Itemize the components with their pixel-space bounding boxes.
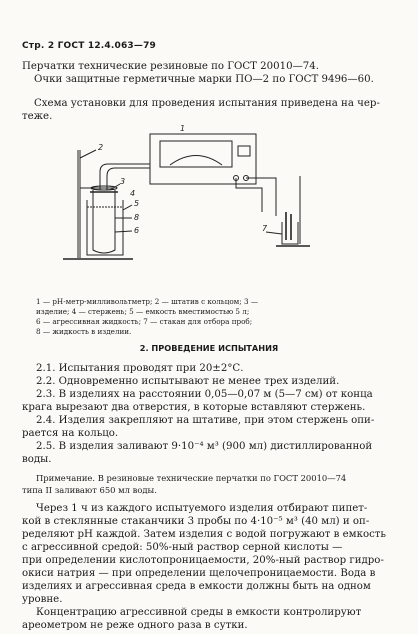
pointer-2 (80, 150, 96, 158)
para-2-2: 2.2. Одновременно испытывают не менее трех изделий. (36, 376, 340, 387)
para-after-7: изделиях и агрессивная среда в емкости должны быть на одном (22, 581, 371, 592)
meter-scale-arc (170, 156, 222, 166)
fig-label-2: 2 (98, 143, 104, 152)
intro-line-3: Схема установки для проведения испытания приведена на чер- (34, 98, 380, 109)
pointer-5 (123, 205, 132, 210)
pointer-6 (115, 231, 132, 232)
para-after-8: уровне. (22, 594, 63, 605)
para-after-4: с агрессивной средой: 50%-ный раствор серной кислоты — (22, 542, 343, 553)
caption-line-1: 1 — рН-метр-милливольтметр; 2 — штатив с кольцом; 3 — (36, 297, 259, 306)
para-2-3: 2.3. В изделиях на расстоянии 0,05—0,07 м (5—7 см) от конца (36, 389, 373, 400)
para-2-1: 2.1. Испытания проводят при 20±2°С. (36, 363, 244, 374)
para-after-9: Концентрацию агрессивной среды в емкости контролируют (36, 607, 362, 618)
caption-line-3: 6 — агрессивная жидкость; 7 — стакан для отбора проб; (36, 317, 253, 326)
fig-label-4: 4 (130, 189, 136, 198)
para-after-3: ределяют рН каждой. Затем изделия с водой погружают в емкость (22, 529, 386, 540)
fig-label-3: 3 (120, 177, 126, 186)
fig-label-8: 8 (134, 213, 140, 222)
intro-line-1: Перчатки технические резиновые по ГОСТ 20010—74. (22, 61, 319, 72)
intro-line-2: Очки защитные герметичные марки ПО—2 по ГОСТ 9496—60. (34, 74, 374, 85)
section-title: 2. ПРОВЕДЕНИЕ ИСПЫТАНИЯ (139, 343, 279, 353)
caption-line-4: 8 — жидкость в изделии. (36, 327, 132, 336)
item-glove (93, 190, 115, 253)
caption-line-2: изделие; 4 — стержень; 5 — емкость вместимостью 5 л; (36, 307, 250, 316)
fig-label-6: 6 (134, 226, 140, 235)
para-2-5: 2.5. В изделия заливают 9·10⁻⁴ м³ (900 мл) дистиллированной (36, 441, 373, 452)
fig-label-5: 5 (134, 199, 140, 208)
pointer-7 (266, 232, 282, 234)
fig-label-1: 1 (180, 124, 186, 133)
para-2-5-cont: воды. (22, 454, 52, 465)
para-after-10: ареометром не реже одного раза в сутки. (22, 620, 248, 631)
para-after-5: при определении кислотопроницаемости, 20%-ный раствор гидро- (22, 555, 384, 566)
para-after-2: кой в стеклянные стаканчики 3 пробы по 4·10⁻⁵ м³ (40 мл) и оп- (22, 516, 370, 527)
note-line-1: Примечание. В резиновые технические перчатки по ГОСТ 20010—74 (36, 473, 347, 483)
meter-scale-window (160, 141, 232, 167)
beaker-lead-1 (236, 178, 262, 212)
para-after-1: Через 1 ч из каждого испытуемого изделия отбирают пипет- (36, 503, 368, 514)
para-2-4-cont: рается на кольцо. (22, 428, 119, 439)
meter-knob (238, 146, 250, 156)
intro-line-4: теже. (22, 111, 53, 122)
para-after-6: окиси натрия — при определении щелочепроницаемости. Вода в (22, 568, 376, 579)
page-header: Стр. 2 ГОСТ 12.4.063—79 (22, 41, 157, 51)
note-line-2: типа II заливают 650 мл воды. (22, 485, 157, 495)
fig-label-7: 7 (262, 224, 268, 233)
para-2-3-cont: крага вырезают два отверстия, в которые вставляют стержень. (22, 402, 366, 413)
beaker (282, 222, 298, 244)
vessel (87, 200, 123, 255)
para-2-4: 2.4. Изделия закрепляют на штативе, при этом стержень опи- (36, 415, 375, 426)
